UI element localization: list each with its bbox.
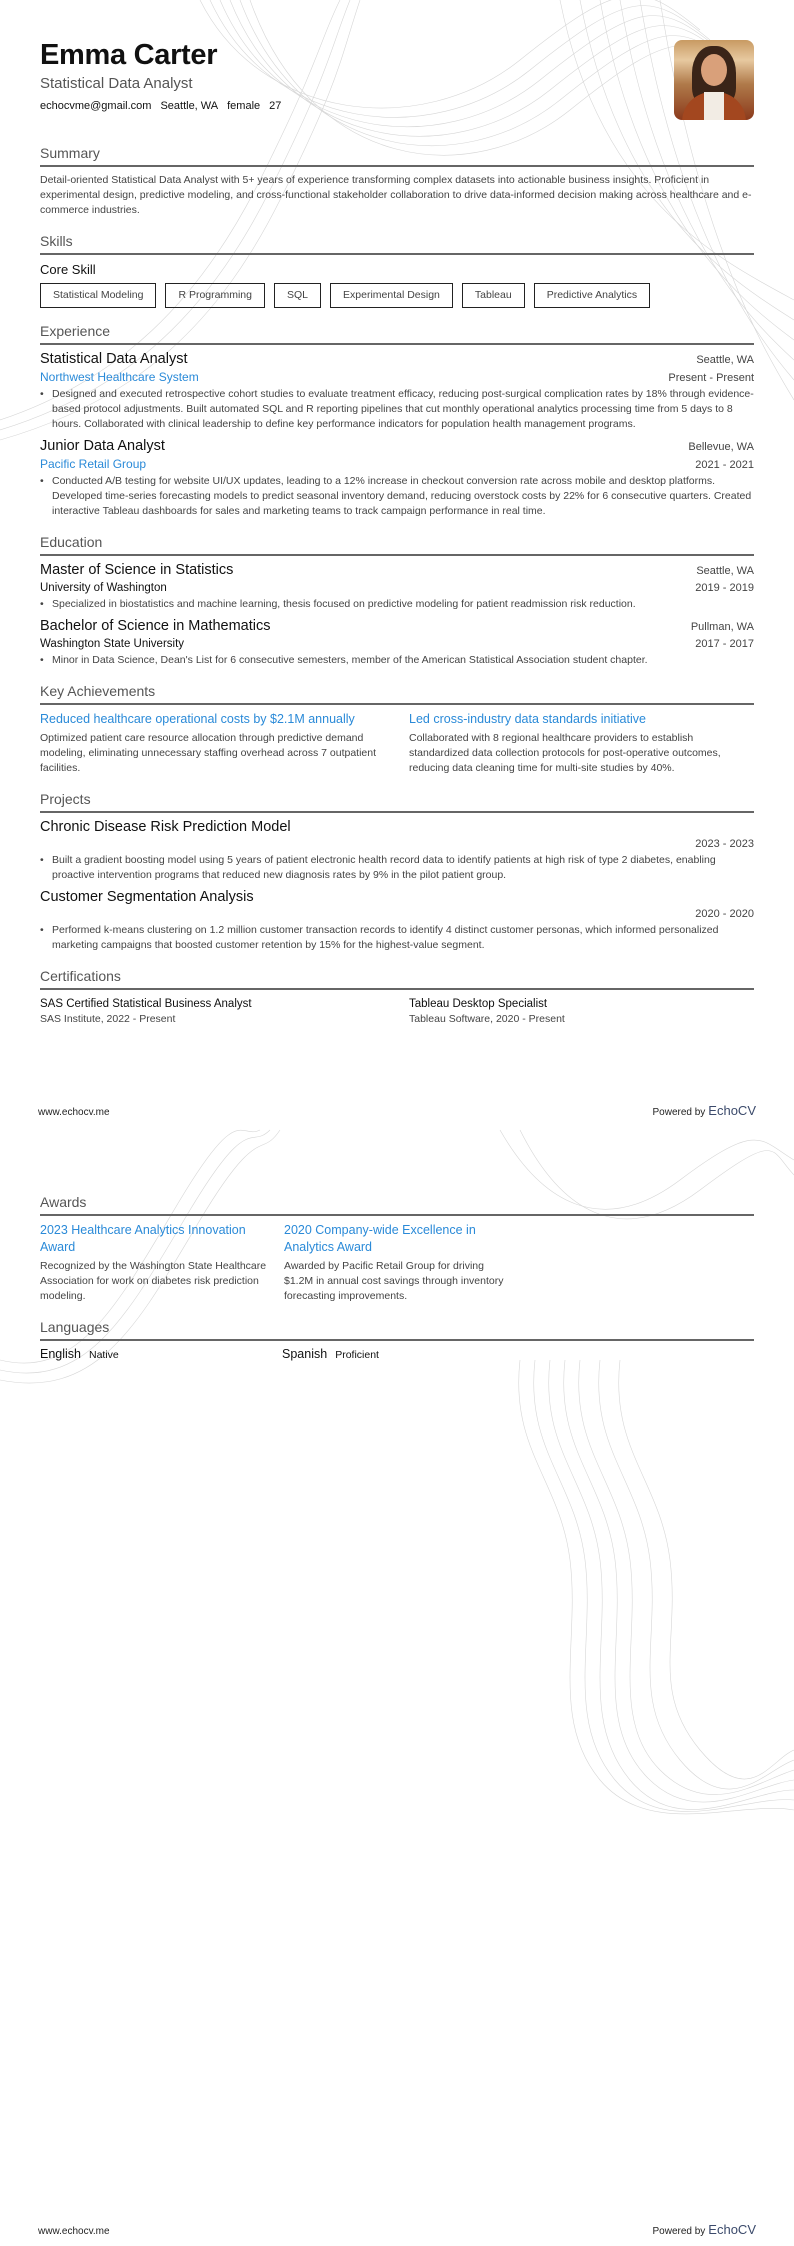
section-title: Skills xyxy=(40,232,754,255)
company-name: Pacific Retail Group xyxy=(40,457,147,471)
section-title: Summary xyxy=(40,144,754,167)
award-desc: Awarded by Pacific Retail Group for driving $1.2M in annual cost savings through inventory forecasting improvements. xyxy=(284,1260,504,1302)
awards-section xyxy=(40,1193,754,1304)
degree-title: Bachelor of Science in Mathematics xyxy=(40,618,271,634)
achievements-section xyxy=(40,682,754,776)
page-footer xyxy=(38,1103,756,1118)
education-entry xyxy=(40,617,754,668)
avatar-shirt xyxy=(704,92,724,120)
footer-url[interactable]: www.echocv.me xyxy=(38,1107,110,1118)
school-location: Seattle, WA xyxy=(696,565,754,577)
job-location: Bellevue, WA xyxy=(688,441,754,453)
achievement-item xyxy=(409,711,754,776)
section-title: Education xyxy=(40,533,754,556)
company-name: Northwest Healthcare System xyxy=(40,370,199,384)
certification-item xyxy=(40,996,385,1027)
avatar xyxy=(674,40,754,120)
job-title: Statistical Data Analyst xyxy=(40,351,188,367)
language-item xyxy=(282,1347,524,1361)
education-section xyxy=(40,533,754,668)
achievement-desc: Collaborated with 8 regional healthcare providers to establish standardized data collection protocols for post-operative outcomes, reducing data cleaning time for multi-site studies by 40%. xyxy=(409,732,721,774)
certification-meta: SAS Institute, 2022 - Present xyxy=(40,1013,176,1025)
summary-text: Detail-oriented Statistical Data Analyst with 5+ years of experience transforming complex datasets into actionable business insights. Proficient in experimental design, predictive modeling, and cross-functional stakeholder collaboration to drive data-informed decision making across healthcare and e-commerce industries. xyxy=(40,174,752,216)
experience-entry xyxy=(40,437,754,519)
candidate-name: Emma Carter xyxy=(40,39,218,71)
job-dates: Present - Present xyxy=(668,372,754,384)
job-location: Seattle, WA xyxy=(696,354,754,366)
certification-meta: Tableau Software, 2020 - Present xyxy=(409,1013,565,1025)
section-title: Key Achievements xyxy=(40,682,754,705)
skill-chip: SQL xyxy=(274,283,321,308)
certifications-section xyxy=(40,967,754,1027)
contact-age: 27 xyxy=(269,100,282,112)
powered-by-label: Powered by xyxy=(652,2226,706,2237)
project-name: Chronic Disease Risk Prediction Model xyxy=(40,819,291,835)
project-bullet: • Built a gradient boosting model using 5 years of patient electronic health record data to identify patients at high risk of type 2 diabetes, enabling proactive intervention programs that reduced new diagnosis rates by 9% in the pilot patient group. xyxy=(40,853,754,883)
achievement-item xyxy=(40,711,385,776)
education-dates: 2017 - 2017 xyxy=(695,638,754,650)
experience-section xyxy=(40,322,754,519)
contact-email[interactable]: echocvme@gmail.com xyxy=(40,100,152,112)
language-name: Spanish xyxy=(282,1347,328,1361)
experience-entry xyxy=(40,350,754,432)
degree-title: Master of Science in Statistics xyxy=(40,562,234,578)
section-title: Certifications xyxy=(40,967,754,990)
contact-location: Seattle, WA xyxy=(160,100,219,112)
job-bullet: • Conducted A/B testing for website UI/UX updates, leading to a 12% increase in checkout conversion rate across mobile and desktop platforms. Developed time-series forecasting models to predict seasonal inventory demand, reducing overstock costs by 22% for 6 consecutive quarters. Created interactive Tableau dashboards for sales and marketing teams to track campaign performance in real time. xyxy=(40,474,754,519)
project-entry xyxy=(40,818,754,883)
achievement-desc: Optimized patient care resource allocation through predictive demand modeling, eliminating unnecessary staffing overhead across 7 outpatient facilities. xyxy=(40,732,377,774)
skill-chip: Statistical Modeling xyxy=(40,283,156,308)
powered-by xyxy=(652,1103,756,1118)
job-title: Junior Data Analyst xyxy=(40,438,165,454)
section-title: Awards xyxy=(40,1193,754,1216)
candidate-headline: Statistical Data Analyst xyxy=(40,75,193,92)
page-footer xyxy=(38,2222,756,2237)
powered-by-label: Powered by xyxy=(652,1107,706,1118)
job-bullet: • Designed and executed retrospective cohort studies to evaluate treatment efficacy, reducing post-surgical complication rates by 18% through evidence-based protocol adjustments. Built automated SQL and R reporting pipelines that cut monthly operational analytics processing time from 5 days to 8 hours. Collaborated with clinical leadership to define key performance indicators for population health management programs. xyxy=(40,387,754,432)
avatar-face xyxy=(701,54,727,86)
resume-page-2 xyxy=(0,1124,794,2246)
projects-section xyxy=(40,790,754,953)
contact-info xyxy=(40,100,754,112)
skill-chip: Experimental Design xyxy=(330,283,453,308)
section-title: Projects xyxy=(40,790,754,813)
skill-group-label: Core Skill xyxy=(40,262,96,277)
certification-item xyxy=(409,996,754,1027)
certification-name: SAS Certified Statistical Business Analyst xyxy=(40,998,252,1010)
languages-section xyxy=(40,1318,754,1361)
school-location: Pullman, WA xyxy=(690,621,754,633)
award-title: 2020 Company-wide Excellence in Analytics Award xyxy=(284,1223,476,1254)
education-entry xyxy=(40,561,754,612)
section-title: Languages xyxy=(40,1318,754,1341)
project-entry xyxy=(40,888,754,953)
language-level: Native xyxy=(89,1349,119,1361)
school-name: University of Washington xyxy=(40,582,167,594)
education-bullet: • Minor in Data Science, Dean's List for 6 consecutive semesters, member of the American Statistical Association student chapter. xyxy=(40,653,754,668)
achievement-title: Reduced healthcare operational costs by $2.1M annually xyxy=(40,712,355,726)
resume-header xyxy=(40,0,754,130)
brand-logo[interactable]: EchoCV xyxy=(708,1103,756,1118)
skills-section xyxy=(40,232,754,308)
section-title: Experience xyxy=(40,322,754,345)
certification-name: Tableau Desktop Specialist xyxy=(409,998,548,1010)
achievement-title: Led cross-industry data standards initiative xyxy=(409,712,646,726)
project-dates: 2020 - 2020 xyxy=(695,908,754,920)
award-desc: Recognized by the Washington State Healthcare Association for work on diabetes risk prediction modeling. xyxy=(40,1260,267,1302)
award-item xyxy=(284,1222,514,1304)
skill-chip: Predictive Analytics xyxy=(534,283,650,308)
powered-by xyxy=(652,2222,756,2237)
summary-section xyxy=(40,144,754,218)
language-level: Proficient xyxy=(335,1349,379,1361)
skill-chip: Tableau xyxy=(462,283,525,308)
award-title: 2023 Healthcare Analytics Innovation Award xyxy=(40,1223,246,1254)
brand-logo[interactable]: EchoCV xyxy=(708,2222,756,2237)
award-item xyxy=(40,1222,270,1304)
education-dates: 2019 - 2019 xyxy=(695,582,754,594)
job-dates: 2021 - 2021 xyxy=(695,459,754,471)
skill-chip: R Programming xyxy=(165,283,265,308)
education-bullet: • Specialized in biostatistics and machine learning, thesis focused on predictive modeling for patient readmission risk reduction. xyxy=(40,597,754,612)
skill-chips xyxy=(40,283,754,308)
footer-url[interactable]: www.echocv.me xyxy=(38,2226,110,2237)
language-name: English xyxy=(40,1347,81,1361)
language-item xyxy=(40,1347,282,1361)
project-bullet: • Performed k-means clustering on 1.2 million customer transaction records to identify 4 distinct customer personas, which informed personalized marketing campaigns that boosted customer retention by 15% for the highest-value segment. xyxy=(40,923,754,953)
project-dates: 2023 - 2023 xyxy=(695,838,754,850)
school-name: Washington State University xyxy=(40,638,185,650)
project-name: Customer Segmentation Analysis xyxy=(40,889,254,905)
contact-gender: female xyxy=(227,100,261,112)
